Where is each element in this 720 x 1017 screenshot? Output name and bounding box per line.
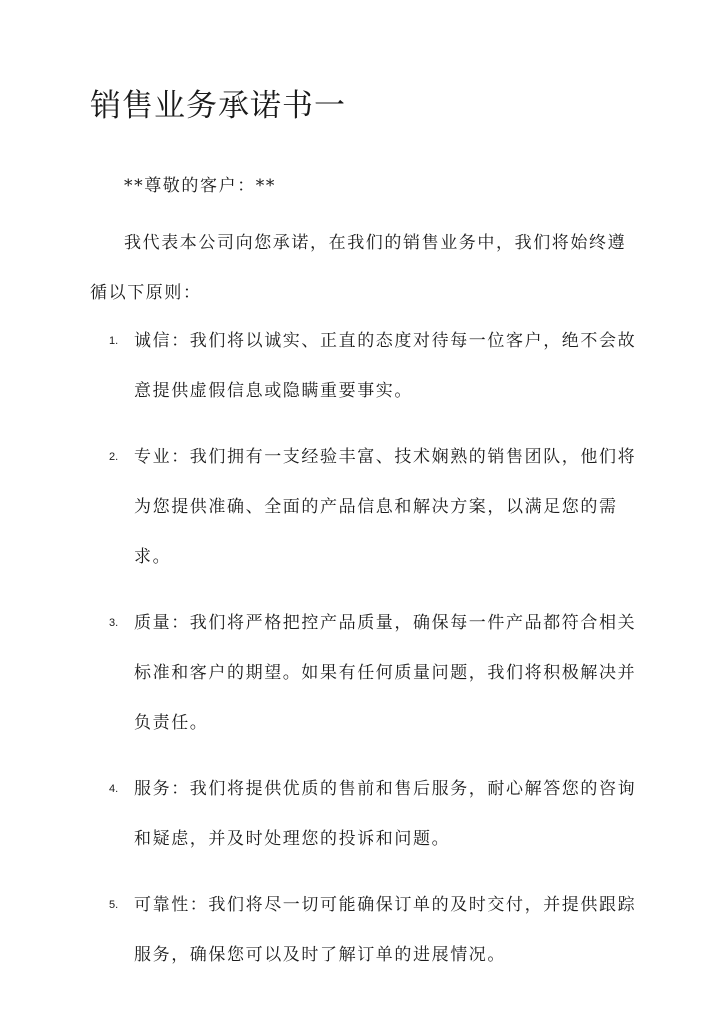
principles-list: [90, 316, 638, 996]
list-item-text: 服务：我们将提供优质的售前和售后服务，耐心解答您的咨询和疑虑，并及时处理您的投诉和问题。: [134, 779, 637, 849]
list-item-text: 可靠性：我们将尽一切可能确保订单的及时交付，并提供跟踪服务，确保您可以及时了解订单的进展情况。: [134, 895, 637, 965]
list-item-number: 2.: [109, 451, 119, 463]
list-item-number: 3.: [109, 617, 119, 629]
list-item: [90, 598, 638, 748]
greeting-line: **尊敬的客户：**: [124, 176, 276, 196]
list-item: [90, 432, 638, 582]
list-item: [90, 880, 638, 980]
intro-paragraph: 我代表本公司向您承诺，在我们的销售业务中，我们将始终遵循以下原则：: [90, 233, 627, 303]
list-item-text: 专业：我们拥有一支经验丰富、技术娴熟的销售团队，他们将为您提供准确、全面的产品信息和解决方案，以满足您的需求。: [134, 447, 637, 567]
list-item-number: 1.: [109, 335, 119, 347]
list-item-number: 5.: [109, 899, 119, 911]
list-item-number: 4.: [109, 783, 119, 795]
list-item-text: 诚信：我们将以诚实、正直的态度对待每一位客户，绝不会故意提供虚假信息或隐瞒重要事实。: [134, 331, 637, 401]
document-title: 销售业务承诺书一: [90, 88, 346, 124]
list-item: [90, 764, 638, 864]
list-item-text: 质量：我们将严格把控产品质量，确保每一件产品都符合相关标准和客户的期望。如果有任何质量问题，我们将积极解决并负责任。: [134, 613, 637, 733]
list-item: [90, 316, 638, 416]
